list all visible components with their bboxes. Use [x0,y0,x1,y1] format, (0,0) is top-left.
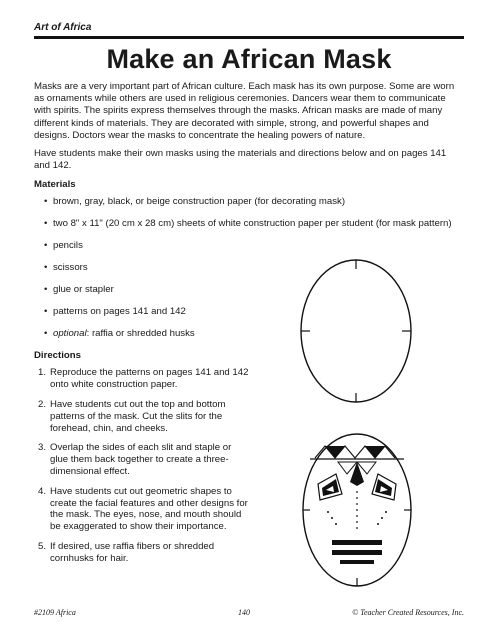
list-item: 1. Reproduce the patterns on pages 141 and 142 onto white construction paper. [38,367,249,391]
materials-heading: Materials [34,179,76,191]
directions-list [34,367,249,564]
list-item: • patterns on pages 141 and 142 [44,306,293,318]
section-label: Art of Africa [34,22,464,39]
list-item: • scissors [44,262,293,274]
list-item: • optional: raffia or shredded husks [44,328,293,340]
list-item: 3. Overlap the sides of each slit and staple or glue them back together to create a three-dimensional effect. [38,442,232,477]
list-item: 4. Have students cut out geometric shapes to create the facial features and other designs for the mask. The eyes, nose, and mouth should be exaggerated to show their importance. [38,485,248,533]
list-item: 2. Have students cut out the top and bottom patterns of the mask. Cut the slits for the forehead, chin, and cheeks. [38,399,226,434]
intro-paragraph: Masks are a very important part of African culture. Each mask has its own purpose. Some are worn as ornaments while others are used in religious ceremonies. Dancers wear them to communicate with spirits. The spirits express themselves through the masks. African masks are made of many different kinds of materials. They are decorated with simple, strong, and powerful shapes and designs. Doctors wear the masks to concentrate the healing powers of nature. [34,81,455,141]
directions-heading: Directions [34,350,81,362]
oval-pattern-illustration [296,256,416,406]
list-item: 5. If desired, use raffia fibers or shredded cornhusks for hair. [38,540,215,564]
list-item: • two 8" x 11" (20 cm x 28 cm) sheets of white construction paper per student (for mask pattern) [44,218,458,230]
list-item: • glue or stapler [44,284,293,296]
page-number: 140 [238,608,250,617]
list-item: • brown, gray, black, or beige construction paper (for decorating mask) [44,196,458,208]
instruction-paragraph: Have students make their own masks using the materials and directions below and on pages 141 and 142. [34,148,447,172]
decorated-mask-illustration [298,428,416,590]
footer-book-id: #2109 Africa [34,608,76,617]
page-title: Make an African Mask [106,44,392,74]
footer-copyright: © Teacher Created Resources, Inc. [352,608,464,617]
list-item: • pencils [44,240,293,252]
